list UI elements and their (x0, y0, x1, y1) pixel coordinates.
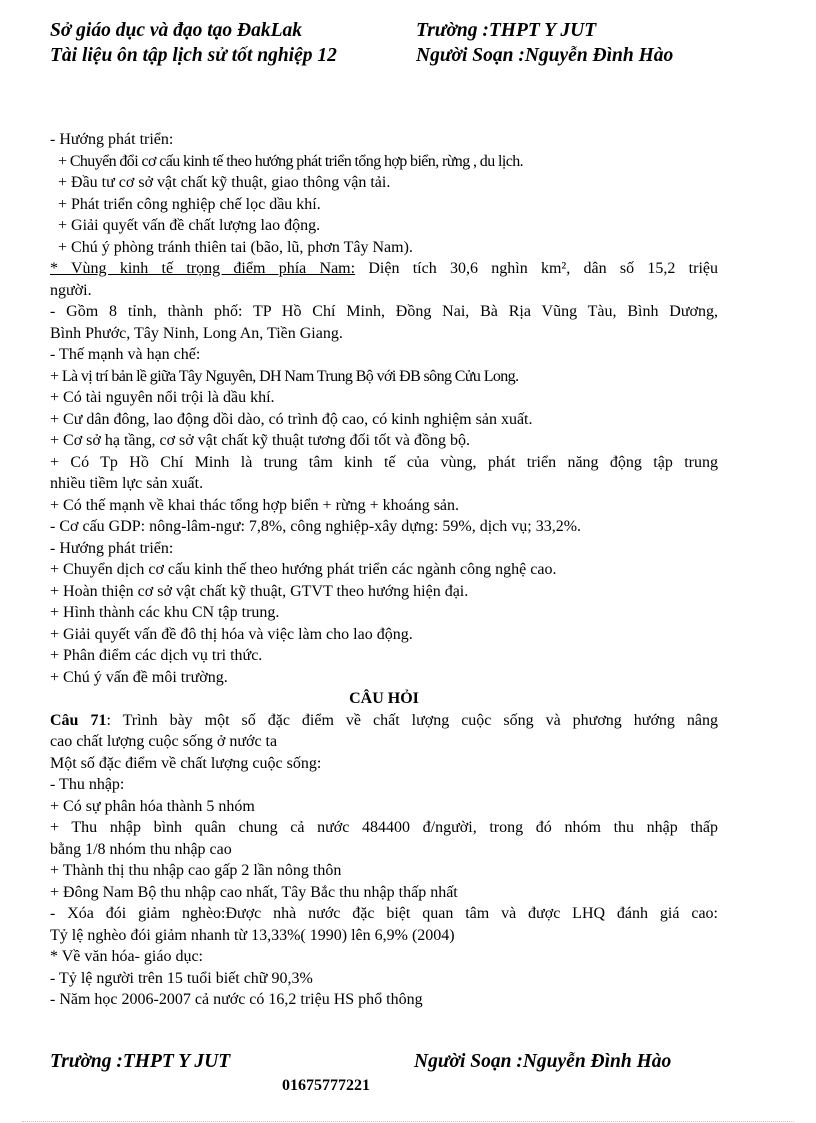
text-line: + Thu nhập bình quân chung cả nước 484400 đ/người, trong đó nhóm thu nhập thấp (50, 819, 718, 836)
text-line: + Phân điểm các dịch vụ tri thức. (50, 647, 263, 664)
text-line: + Giải quyết vấn đề đô thị hóa và việc làm cho lao động. (50, 625, 413, 643)
text-line: + Chú ý vấn đề môi trường. (50, 668, 228, 686)
header-left-line2: Tài liệu ôn tập lịch sử tốt nghiệp 12 (50, 45, 337, 66)
text-line: + Cơ sở hạ tầng, cơ sở vật chất kỹ thuật tương đối tốt và đồng bộ. (50, 432, 470, 449)
text-line: Tỷ lệ nghèo đói giảm nhanh từ 13,33%( 1990) lên 6,9% (2004) (50, 926, 455, 944)
text-line: + Có thế mạnh về khai thác tổng hợp biển + rừng + khoáng sản. (50, 496, 460, 514)
text-line: + Chuyển đổi cơ cấu kinh tế theo hướng phát triển tổng hợp biển, rừng , du lịch. (58, 152, 523, 170)
text-line: nhiều tiềm lực sản xuất. (50, 475, 204, 492)
question-number: Câu 71 (50, 711, 107, 729)
footer-phone: 01675777221 (282, 1077, 370, 1094)
header-right-line1: Trường :THPT Y JUT (416, 20, 597, 41)
question-line (50, 710, 718, 732)
text-line: - Thế mạnh và hạn chế: (50, 346, 201, 363)
text-line: + Là vị trí bản lề giữa Tây Nguyên, DH Nam Trung Bộ với ĐB sông Cửu Long. (50, 367, 519, 385)
text-line: bằng 1/8 nhóm thu nhập cao (50, 840, 232, 858)
text-line: + Chuyển dịch cơ cấu kinh thế theo hướng phát triển các ngành công nghệ cao. (50, 561, 557, 578)
document-body (50, 129, 718, 1011)
text-line: - Hướng phát triển: (50, 539, 174, 557)
text-line: - Gồm 8 tỉnh, thành phố: TP Hồ Chí Minh, Đồng Nai, Bà Rịa Vũng Tàu, Bình Dương, (50, 303, 718, 320)
page-bottom-divider (22, 1121, 794, 1122)
section-heading-line (50, 258, 718, 280)
text-line: Một số đặc điểm về chất lượng cuộc sống: (50, 754, 322, 772)
text-line: - Năm học 2006-2007 cả nước có 16,2 triệu HS phổ thông (50, 991, 423, 1008)
text-line: * Về văn hóa- giáo dục: (50, 948, 203, 965)
text-line: + Chú ý phòng tránh thiên tai (bão, lũ, phơn Tây Nam). (58, 238, 413, 256)
text-line: - Thu nhập: (50, 776, 125, 793)
text-line: - Tỷ lệ người trên 15 tuổi biết chữ 90,3% (50, 969, 313, 987)
footer-author: Người Soạn :Nguyễn Đình Hào (414, 1051, 672, 1072)
text-line: - Hướng phát triển: (50, 131, 174, 148)
text-line: + Đông Nam Bộ thu nhập cao nhất, Tây Bắc thu nhập thấp nhất (50, 883, 458, 901)
text-line: + Có Tp Hồ Chí Minh là trung tâm kinh tế của vùng, phát triển năng động tập trung (50, 453, 718, 471)
text-line: Bình Phước, Tây Ninh, Long An, Tiền Giang. (50, 324, 343, 342)
text-line: + Thành thị thu nhập cao gấp 2 lần nông thôn (50, 862, 342, 879)
text-line: + Có tài nguyên nổi trội là dầu khí. (50, 389, 275, 406)
text-line: + Có sự phân hóa thành 5 nhóm (50, 797, 255, 815)
text-line: người. (50, 281, 92, 299)
header-left-line1: Sở giáo dục và đạo tạo ĐakLak (50, 20, 303, 41)
text-line: + Phát triển công nghiệp chế lọc dầu khí. (58, 195, 321, 213)
text-line: - Xóa đói giảm nghèo:Được nhà nước đặc biệt quan tâm và được LHQ đánh giá cao: (50, 905, 718, 922)
header-right-line2: Người Soạn :Nguyễn Đình Hào (416, 45, 674, 66)
text-span: Diện tích 30,6 nghìn km², dân số 15,2 triệu (355, 260, 718, 277)
section-title: * Vùng kinh tế trọng điểm phía Nam: (50, 260, 356, 277)
text-line: + Giải quyết vấn đề chất lượng lao động. (58, 217, 321, 234)
text-span: : Trình bày một số đặc điểm về chất lượng cuộc sống và phương hướng nâng (106, 711, 718, 729)
footer-school: Trường :THPT Y JUT (50, 1051, 231, 1072)
text-line: + Đầu tư cơ sở vật chất kỹ thuật, giao thông vận tải. (58, 174, 391, 191)
text-line: - Cơ cấu GDP: nông-lâm-ngư: 7,8%, công nghiệp-xây dựng: 59%, dịch vụ; 33,2%. (50, 518, 582, 535)
text-line: + Cư dân đông, lao động dồi dào, có trình độ cao, có kinh nghiệm sản xuất. (50, 410, 533, 428)
text-line: cao chất lượng cuộc sống ở nước ta (50, 733, 278, 750)
text-line: + Hình thành các khu CN tập trung. (50, 604, 280, 621)
questions-heading: CÂU HỎI (349, 690, 419, 707)
text-line: + Hoàn thiện cơ sở vật chất kỹ thuật, GTVT theo hướng hiện đại. (50, 582, 469, 600)
